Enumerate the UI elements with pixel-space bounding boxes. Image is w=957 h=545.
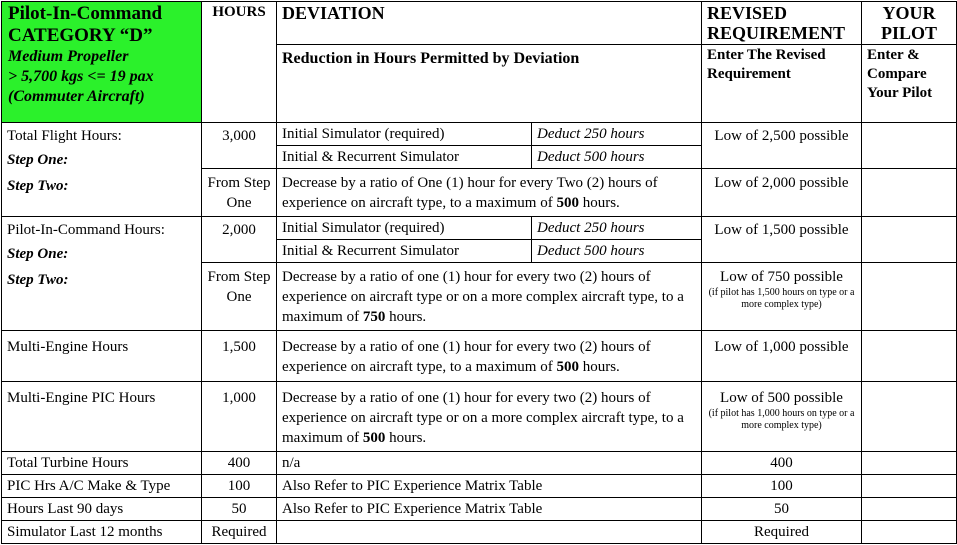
total-flight-sim-required: Initial Simulator (required) (277, 123, 532, 146)
category-title: Pilot-In-Command (8, 3, 163, 24)
multi-engine-row (2, 331, 957, 382)
category-sub-3: (Commuter Aircraft) (8, 88, 145, 105)
sim12-row (2, 521, 957, 544)
sim12-label: Simulator Last 12 months (2, 521, 202, 544)
last90-deviation: Also Refer to PIC Experience Matrix Table (277, 498, 702, 521)
turbine-row (2, 452, 957, 475)
pic-your-pilot-one[interactable] (862, 217, 957, 263)
total-flight-sim-required-deduct: Deduct 250 hours (532, 123, 702, 146)
make-type-deviation: Also Refer to PIC Experience Matrix Table (277, 475, 702, 498)
multi-engine-deviation: Decrease by a ratio of one (1) hour for every two (2) hours of experience on aircraft type, to a maximum of 500 hours. (277, 331, 702, 382)
pic-sim-required-deduct: Deduct 250 hours (532, 217, 702, 240)
revised-header: REVISED REQUIREMENT (702, 2, 862, 45)
multi-engine-revised: Low of 1,000 possible (702, 331, 862, 382)
last90-revised: 50 (702, 498, 862, 521)
total-flight-step-two-text: Decrease by a ratio of One (1) hour for every Two (2) hours of experience on aircraft type, to a maximum of 500 hours. (277, 169, 702, 217)
pic-revised-two-note: (if pilot has 1,500 hours on type or a more complex type) (708, 287, 855, 310)
total-flight-revised-two: Low of 2,000 possible (702, 169, 862, 217)
pic-step-one: Step One: (7, 246, 69, 262)
total-flight-sim-recurrent-deduct: Deduct 500 hours (532, 146, 702, 169)
total-flight-sim-recurrent: Initial & Recurrent Simulator (277, 146, 532, 169)
header-row (2, 2, 957, 45)
multi-engine-pic-revised-note: (if pilot has 1,000 hours on type or a more complex type) (708, 408, 855, 431)
turbine-label: Total Turbine Hours (2, 452, 202, 475)
total-flight-step-one: Step One: (7, 152, 69, 168)
multi-engine-pic-row (2, 382, 957, 452)
turbine-deviation: n/a (277, 452, 702, 475)
multi-engine-pic-revised: Low of 500 possible (720, 390, 843, 406)
multi-engine-pic-your-pilot[interactable] (862, 382, 957, 452)
last90-label: Hours Last 90 days (2, 498, 202, 521)
pic-sim-required: Initial Simulator (required) (277, 217, 532, 240)
revised-subheader: Enter The Revised Requirement (702, 45, 862, 123)
pic-requirements-table (1, 1, 957, 544)
turbine-your-pilot[interactable] (862, 452, 957, 475)
turbine-revised: 400 (702, 452, 862, 475)
pic-revised-one: Low of 1,500 possible (702, 217, 862, 263)
pic-step-two-text: Decrease by a ratio of one (1) hour for every two (2) hours of experience on aircraft type or on a more complex aircraft type, to a maximum of 750 hours. (277, 263, 702, 331)
total-flight-label: Total Flight Hours: (7, 128, 122, 144)
category-sub-2: > 5,700 kgs <= 19 pax (8, 68, 154, 85)
sim12-hours: Required (202, 521, 277, 544)
multi-engine-pic-label: Multi-Engine PIC Hours (2, 382, 202, 452)
pic-row (2, 217, 957, 240)
deviation-header: DEVIATION (277, 2, 702, 45)
pic-your-pilot-two[interactable] (862, 263, 957, 331)
last90-your-pilot[interactable] (862, 498, 957, 521)
sim12-your-pilot[interactable] (862, 521, 957, 544)
multi-engine-pic-deviation: Decrease by a ratio of one (1) hour for every two (2) hours of experience on aircraft type or on a more complex aircraft type, to a maximum of 500 hours. (277, 382, 702, 452)
total-flight-step-two: Step Two: (7, 178, 69, 194)
hours-header: HOURS (202, 2, 277, 123)
total-flight-label-cell (2, 123, 202, 217)
pic-sim-recurrent: Initial & Recurrent Simulator (277, 240, 532, 263)
make-type-row (2, 475, 957, 498)
make-type-your-pilot[interactable] (862, 475, 957, 498)
pic-sim-recurrent-deduct: Deduct 500 hours (532, 240, 702, 263)
last90-hours: 50 (202, 498, 277, 521)
make-type-label: PIC Hrs A/C Make & Type (2, 475, 202, 498)
total-flight-your-pilot-one[interactable] (862, 123, 957, 169)
pic-revised-two: Low of 750 possible (720, 269, 843, 285)
category-name: CATEGORY “D” (8, 25, 153, 46)
total-flight-hours: 3,000 (202, 123, 277, 169)
category-sub-1: Medium Propeller (8, 48, 129, 65)
last90-row (2, 498, 957, 521)
multi-engine-hours: 1,500 (202, 331, 277, 382)
turbine-hours: 400 (202, 452, 277, 475)
category-header (2, 2, 202, 123)
sim12-deviation (277, 521, 702, 544)
make-type-hours: 100 (202, 475, 277, 498)
multi-engine-pic-revised-cell (702, 382, 862, 452)
your-pilot-subheader: Enter & Compare Your Pilot (862, 45, 957, 123)
your-pilot-header: YOUR PILOT (862, 2, 957, 45)
deviation-subheader: Reduction in Hours Permitted by Deviation (277, 45, 702, 123)
pic-step-two: Step Two: (7, 272, 69, 288)
pic-label: Pilot-In-Command Hours: (7, 222, 165, 238)
pic-step-two-hours: From Step One (202, 263, 277, 331)
multi-engine-your-pilot[interactable] (862, 331, 957, 382)
total-flight-your-pilot-two[interactable] (862, 169, 957, 217)
total-flight-step-two-hours: From Step One (202, 169, 277, 217)
multi-engine-pic-hours: 1,000 (202, 382, 277, 452)
total-flight-revised-one: Low of 2,500 possible (702, 123, 862, 169)
pic-label-cell (2, 217, 202, 331)
pic-revised-two-cell (702, 263, 862, 331)
total-flight-row (2, 123, 957, 146)
make-type-revised: 100 (702, 475, 862, 498)
sim12-revised: Required (702, 521, 862, 544)
multi-engine-label: Multi-Engine Hours (2, 331, 202, 382)
pic-hours: 2,000 (202, 217, 277, 263)
